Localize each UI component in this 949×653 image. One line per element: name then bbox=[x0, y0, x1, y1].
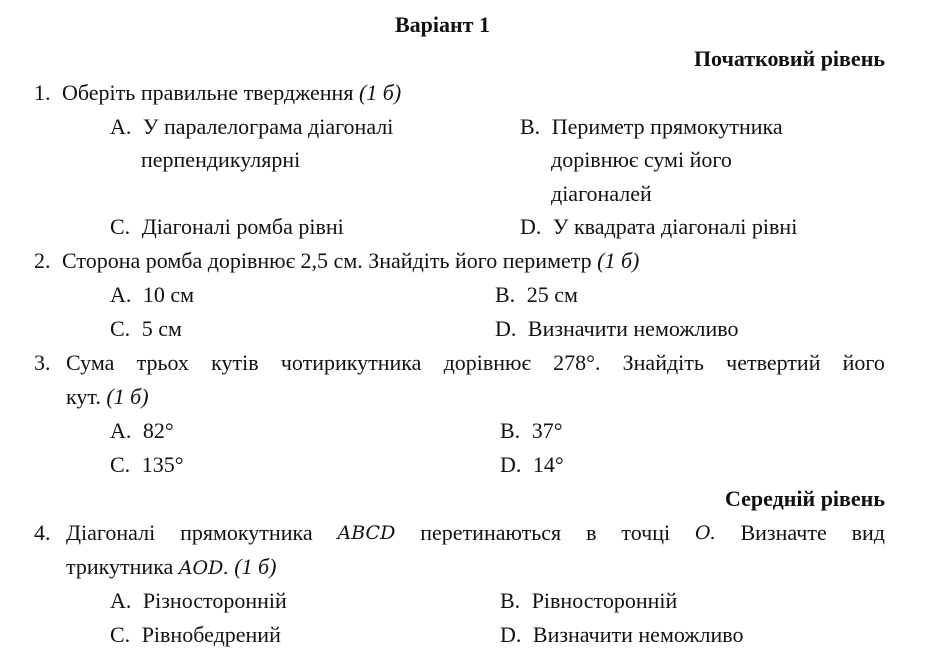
math-abcd: ABCD bbox=[337, 522, 396, 544]
question-number: 1. bbox=[34, 80, 51, 105]
question-text: Сторона ромба дорівнює 2,5 см. Знайдіть його периметр bbox=[62, 248, 592, 273]
word: чотирикутника bbox=[280, 350, 422, 375]
q2-option-b bbox=[495, 282, 578, 308]
option-text: У квадрата діагоналі рівні bbox=[552, 214, 798, 239]
option-text: Рівносторонній bbox=[531, 588, 678, 613]
option-label: D. bbox=[500, 452, 522, 477]
level-heading-middle: Середній рівень bbox=[724, 486, 885, 511]
math-o: O. bbox=[695, 522, 716, 544]
q4-number: 4. bbox=[34, 520, 51, 545]
option-label: C. bbox=[110, 452, 131, 477]
option-label: A. bbox=[110, 588, 132, 613]
q1-option-a-cont: перпендикулярні bbox=[141, 147, 301, 172]
q1-option-c bbox=[110, 214, 344, 240]
word: прямокутника bbox=[180, 520, 313, 545]
q2-option-d bbox=[495, 316, 739, 342]
word: його bbox=[842, 350, 885, 375]
q3-option-d bbox=[500, 452, 564, 478]
word: трьох bbox=[136, 350, 189, 375]
question-points: (1 б) bbox=[106, 384, 149, 409]
option-text: 14° bbox=[532, 452, 564, 477]
q2-option-a bbox=[110, 282, 194, 308]
question-points: (1 б) bbox=[597, 248, 640, 273]
option-text: Різносторонній bbox=[142, 588, 287, 613]
option-text: Периметр прямокутника bbox=[551, 114, 783, 139]
q3-number: 3. bbox=[34, 350, 51, 375]
option-label: D. bbox=[520, 214, 542, 239]
question-4-line-1 bbox=[66, 520, 885, 546]
level-heading-initial: Початковий рівень bbox=[693, 46, 885, 71]
option-label: B. bbox=[520, 114, 541, 139]
q4-option-b bbox=[500, 588, 677, 614]
option-label: A. bbox=[110, 282, 132, 307]
question-points: (1 б) bbox=[234, 554, 277, 579]
option-text: У паралелограма діагоналі bbox=[142, 114, 394, 139]
math-aod: AOD. bbox=[178, 557, 229, 579]
q4-option-d bbox=[500, 622, 744, 648]
q1-option-d bbox=[520, 214, 797, 240]
word: точці bbox=[621, 520, 671, 545]
q1-option-b-cont2: діагоналей bbox=[551, 181, 652, 206]
option-text: Діагоналі ромба рівні bbox=[141, 214, 344, 239]
option-label: C. bbox=[110, 316, 131, 341]
question-text: кут. bbox=[66, 384, 101, 409]
q4-option-c bbox=[110, 622, 281, 648]
q2-option-c bbox=[110, 316, 182, 342]
word: Визначте bbox=[740, 520, 827, 545]
q3-option-b bbox=[500, 418, 563, 444]
option-label: B. bbox=[500, 588, 521, 613]
q3-option-a bbox=[110, 418, 174, 444]
word: Сума bbox=[66, 350, 115, 375]
option-text: 25 см bbox=[526, 282, 578, 307]
word: перетинаються bbox=[420, 520, 562, 545]
variant-title: Варіант 1 bbox=[394, 12, 490, 37]
option-text: Визначити неможливо bbox=[532, 622, 744, 647]
option-label: B. bbox=[495, 282, 516, 307]
word: четвертий bbox=[726, 350, 821, 375]
question-text: Оберіть правильне твердження bbox=[62, 80, 354, 105]
option-label: D. bbox=[495, 316, 517, 341]
question-3-line-1 bbox=[66, 350, 885, 376]
q1-option-a bbox=[110, 114, 393, 140]
word: вид bbox=[851, 520, 885, 545]
option-text: Рівнобедрений bbox=[141, 622, 281, 647]
option-label: D. bbox=[500, 622, 522, 647]
option-label: C. bbox=[110, 214, 131, 239]
option-label: A. bbox=[110, 418, 132, 443]
option-text: 135° bbox=[141, 452, 184, 477]
word: в bbox=[586, 520, 597, 545]
question-points: (1 б) bbox=[358, 80, 402, 105]
q4-option-a bbox=[110, 588, 287, 614]
word: дорівнює bbox=[443, 350, 531, 375]
option-text: 10 см bbox=[142, 282, 195, 307]
word: 278°. bbox=[553, 350, 601, 375]
option-label: C. bbox=[110, 622, 131, 647]
option-label: A. bbox=[110, 114, 132, 139]
q1-option-b bbox=[520, 114, 783, 140]
question-2 bbox=[34, 248, 639, 274]
question-1 bbox=[34, 80, 401, 106]
question-text: трикутника bbox=[66, 554, 174, 579]
q3-option-c bbox=[110, 452, 184, 478]
option-text: 37° bbox=[531, 418, 563, 443]
q1-option-b-cont1: дорівнює сумі його bbox=[551, 147, 732, 172]
option-text: 82° bbox=[142, 418, 174, 443]
option-label: B. bbox=[500, 418, 521, 443]
word: Знайдіть bbox=[622, 350, 704, 375]
option-text: 5 см bbox=[141, 316, 182, 341]
word: кутів bbox=[211, 350, 259, 375]
question-4-line-2 bbox=[66, 554, 276, 581]
option-text: Визначити неможливо bbox=[527, 316, 739, 341]
question-number: 2. bbox=[34, 248, 51, 273]
question-3-line-2 bbox=[66, 384, 149, 410]
word: Діагоналі bbox=[66, 520, 156, 545]
